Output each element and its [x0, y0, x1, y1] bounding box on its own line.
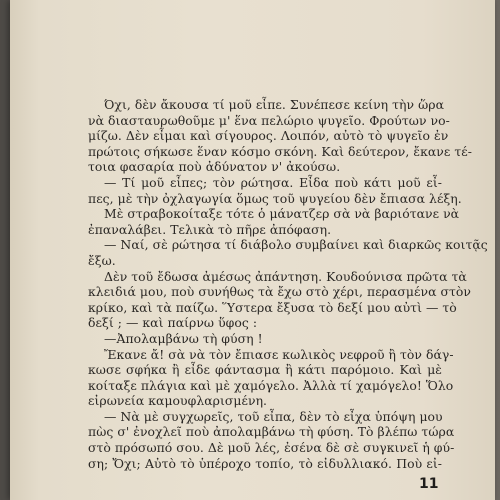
text-line: κλειδιά μου, ποὺ συνήθως τὰ ἔχω στὸ χέρι, περασμένα στὸν	[88, 284, 471, 300]
text-line: πὼς σ' ἐνοχλεῖ ποὺ ἀπολαμβάνω τὴ φύση. Τὸ βλέπω τώρα	[88, 424, 455, 440]
text-line: —Ἀπολαμβάνω τὴ φύση !	[104, 330, 263, 346]
text-line: δεξί ; — καὶ παίρνω ὕφος :	[88, 315, 258, 331]
text-line: Ἔκανε ἄ! σὰ νὰ τὸν ἔπιασε κωλικὸς νεφροῦ ἢ τὸν δάγ-	[104, 346, 454, 362]
body-text	[88, 97, 488, 471]
text-line: στὸ πρόσωπό σου. Δὲ μοῦ λές, ἐσένα δὲ σὲ συγκινεῖ ἡ φύ-	[88, 440, 455, 456]
text-line: Όχι, δὲν ἄκουσα τί μοῦ εἶπε. Συνέπεσε κείνη τὴν ὥρα	[104, 97, 444, 112]
text-line: κωσε σφήκα ἢ εἶδε φάντασμα ἢ κάτι παρόμοιο. Καὶ μὲ	[88, 362, 442, 378]
book-page	[10, 0, 495, 500]
text-line: — Νὰ μὲ συγχωρεῖς, τοῦ εἶπα, δὲν τὸ εἶχα ὑπόψη μου	[104, 408, 443, 424]
text-line: κρίκο, καὶ τὰ παίζω. Ὕστερα ἔξυσα τὸ δεξί μου αὐτὶ — τὸ	[88, 299, 457, 315]
text-line: μίζω. Δὲν εἶμαι καὶ σίγουρος. Λοιπόν, αὐτὸ τὸ ψυγεῖο ἐν	[88, 128, 449, 144]
text-line: Δὲν τοῦ ἔδωσα ἀμέσως ἀπάντηση. Κουδούνισα πρῶτα τὰ	[104, 268, 467, 284]
text-line: κοίταξε πλάγια καὶ μὲ χαμόγελο. Ἀλλὰ τί χαμόγελο! Ὅλο	[88, 377, 454, 393]
text-line: ἔξω.	[88, 252, 116, 268]
text-line: — Τί μοῦ εἶπες; τὸν ρώτησα. Εἶδα ποὺ κάτι μοῦ εἶ-	[104, 174, 442, 190]
text-line: Μὲ στραβοκοίταξε τότε ὁ μάνατζερ σὰ νὰ βαριότανε νὰ	[104, 206, 460, 222]
text-line: πρώτοις σήκωσε ἕναν κόσμο σκόνη. Καὶ δεύτερον, ἔκανε τέ-	[88, 143, 472, 159]
page-number: 11	[419, 476, 439, 492]
text-line: τοια φασαρία ποὺ ἀδύνατον ν' ἀκούσω.	[88, 159, 341, 175]
text-line: — Ναί, σὲ ρώτησα τί διάβολο συμβαίνει καὶ διαρκῶς κοιτᾷς	[104, 237, 488, 253]
text-line: νὰ διασταυρωθοῦμε μ' ἕνα πελώριο ψυγεῖο. Φρούτων νο-	[88, 112, 450, 128]
text-line: ση; Ὄχι; Αὐτὸ τὸ ὑπέροχο τοπίο, τὸ εἰδυλλιακό. Ποὺ εἰ-	[88, 455, 442, 471]
text-line: εἰρωνεία καμουφλαρισμένη.	[88, 393, 268, 409]
text-line: ἐπαναλάβει. Τελικὰ τὸ πῆρε ἀπόφαση.	[88, 221, 332, 237]
text-line: πες, μὲ τὴν ὀχλαγωγία ὅμως τοῦ ψυγείου δὲν ἔπιασα λέξη.	[88, 190, 462, 206]
